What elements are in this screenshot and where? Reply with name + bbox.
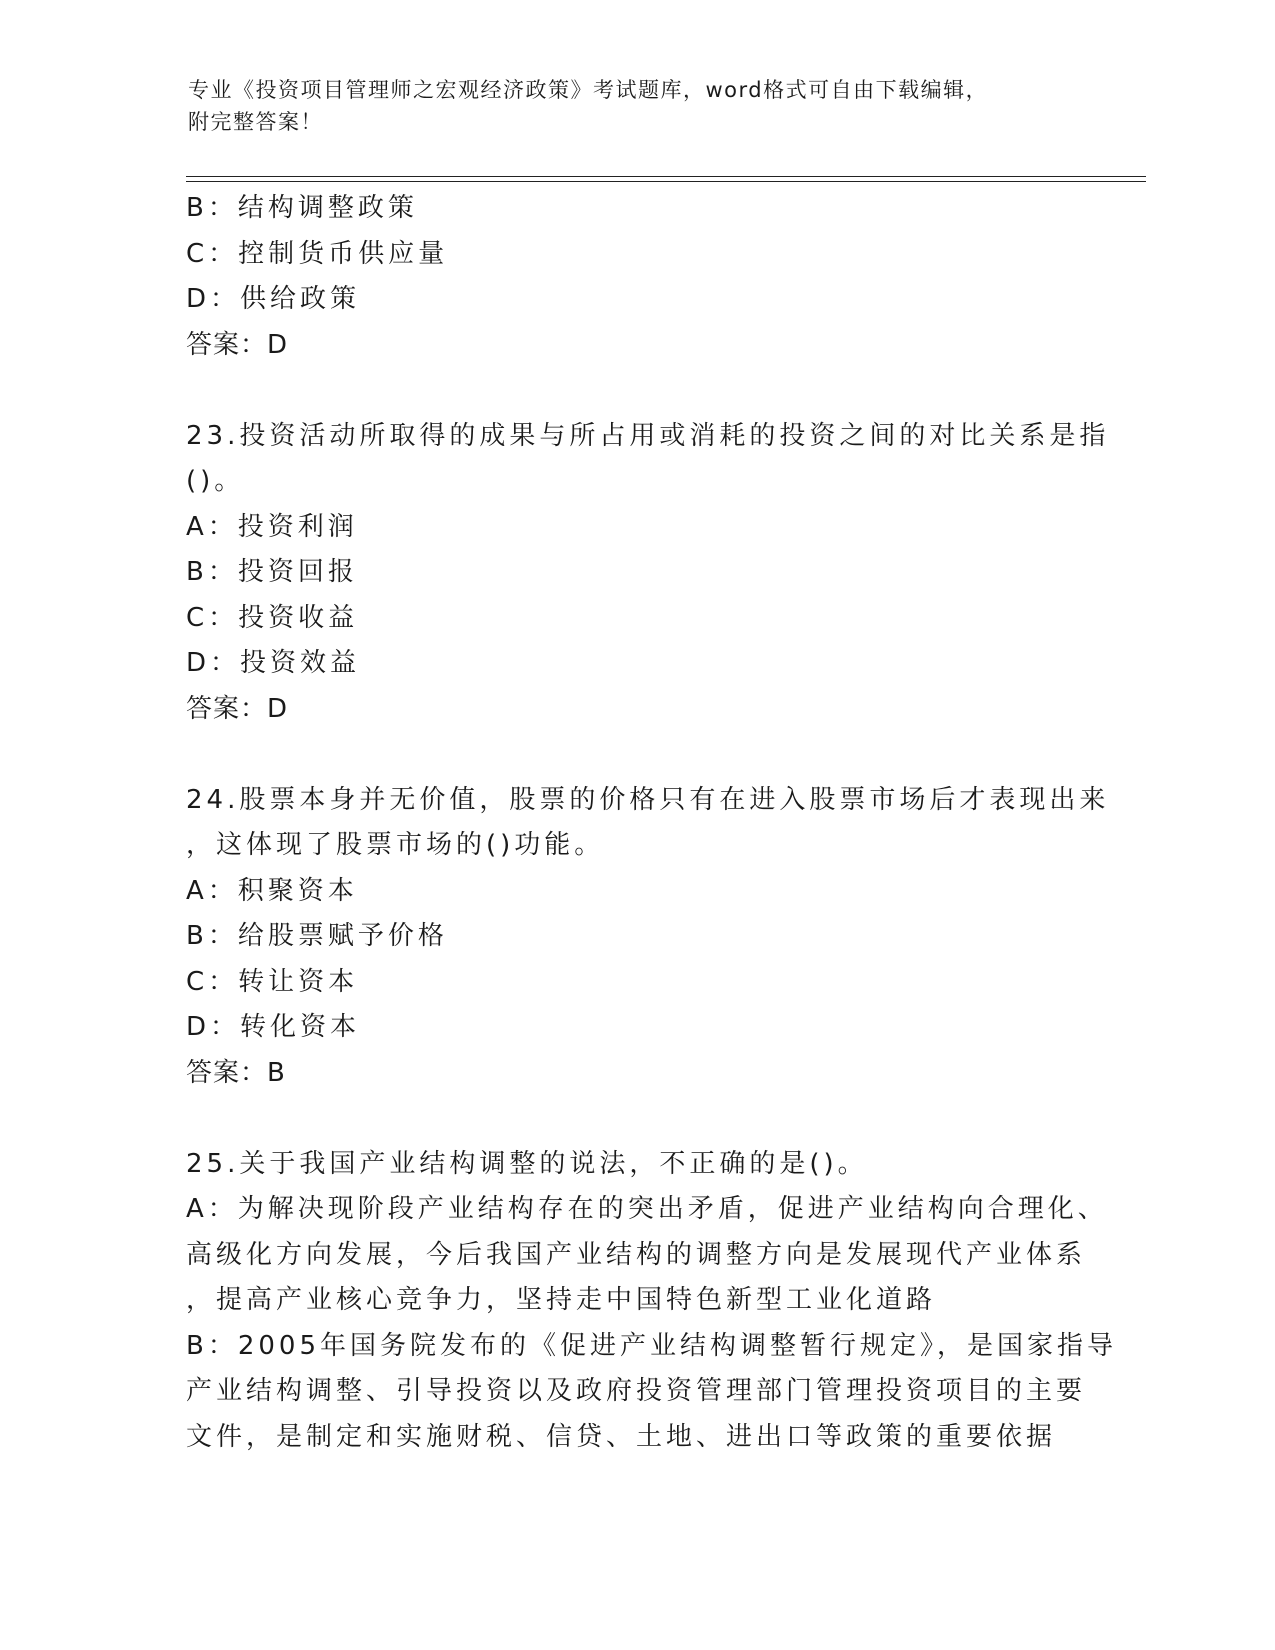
header-line-1: 专业《投资项目管理师之宏观经济政策》考试题库，word格式可自由下载编辑，: [188, 78, 989, 102]
spacer: [186, 368, 1086, 414]
option: B：投资回报: [186, 557, 358, 587]
option: B：结构调整政策: [186, 193, 418, 223]
option: A：投资利润: [186, 511, 358, 542]
spacer: [186, 732, 1086, 778]
option: C：控制货币供应量: [186, 238, 449, 269]
question-block: [186, 1142, 1118, 1461]
question-stem: 24.股票本身并无价值，股票的价格只有在进入股票市场后才表现出来: [186, 784, 1110, 815]
header-divider-bottom: [186, 181, 1146, 182]
question-stem: 23.投资活动所取得的成果与所占用或消耗的投资之间的对比关系是指: [186, 420, 1110, 451]
question-stem: ()。: [186, 466, 245, 496]
header-divider-top: [186, 176, 1146, 177]
option: D：供给政策: [186, 284, 361, 314]
option: A：积聚资本: [186, 875, 358, 906]
header-line-2: 附完整答案！: [188, 110, 323, 134]
option: D：投资效益: [186, 648, 361, 678]
answer-line: 答案：D: [186, 693, 289, 724]
answer-line: 答案：D: [186, 329, 289, 360]
option-continued: 高级化方向发展，今后我国产业结构的调整方向是发展现代产业体系: [186, 1239, 1087, 1270]
option: C：投资收益: [186, 602, 359, 633]
option: A：为解决现阶段产业结构存在的突出矛盾，促进产业结构向合理化、: [186, 1194, 1108, 1224]
question-stem: 25.关于我国产业结构调整的说法，不正确的是()。: [186, 1148, 868, 1179]
question-block: [186, 778, 1110, 1097]
question-stem: ，这体现了股票市场的()功能。: [186, 830, 605, 860]
answer-line: 答案：B: [186, 1057, 286, 1088]
question-list: [186, 186, 1118, 1460]
option: D：转化资本: [186, 1012, 361, 1042]
document-header: [188, 74, 1068, 138]
option: B：2005年国务院发布的《促进产业结构调整暂行规定》，是国家指导: [186, 1330, 1118, 1361]
spacer: [186, 1096, 1086, 1142]
question-block: [186, 414, 1110, 733]
option: C：转让资本: [186, 966, 359, 997]
option-continued: 产业结构调整、引导投资以及政府投资管理部门管理投资项目的主要: [186, 1376, 1087, 1406]
option-continued: ，提高产业核心竞争力，坚持走中国特色新型工业化道路: [186, 1285, 937, 1315]
option: B：给股票赋予价格: [186, 921, 448, 951]
question-block: [186, 186, 1086, 368]
option-continued: 文件，是制定和实施财税、信贷、土地、进出口等政策的重要依据: [186, 1421, 1057, 1452]
